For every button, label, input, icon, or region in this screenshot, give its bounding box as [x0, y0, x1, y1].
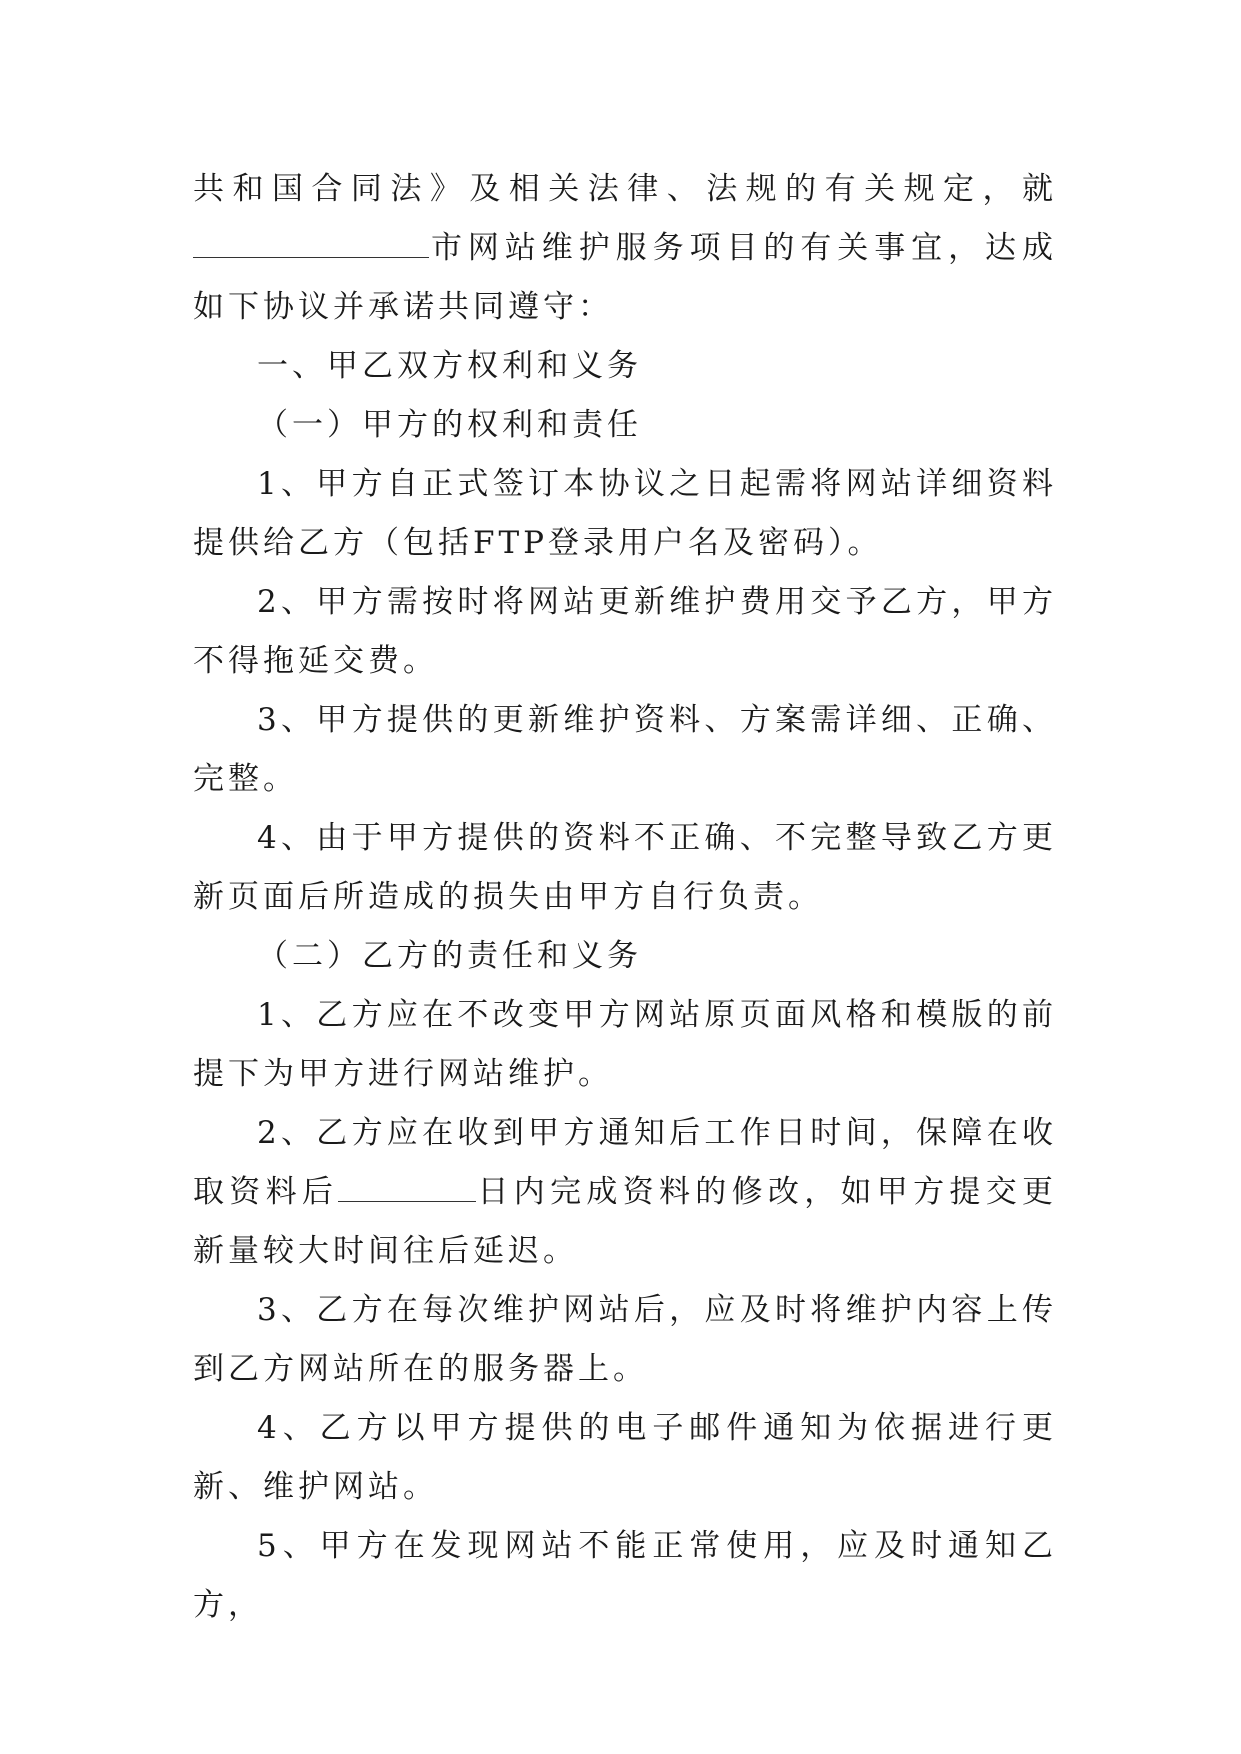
clause-a4: 4、由于甲方提供的资料不正确、不完整导致乙方更新页面后所造成的损失由甲方自行负责。: [193, 820, 1057, 915]
clause-b4: 4、乙方以甲方提供的电子邮件通知为依据进行更新、维护网站。: [193, 1410, 1057, 1505]
fill-in-blank-city: [193, 256, 429, 258]
section-heading-rights: 一、甲乙双方权利和义务: [257, 348, 642, 384]
clause-b1: 1、乙方应在不改变甲方网站原页面风格和模版的前提下为甲方进行网站维护。: [193, 997, 1057, 1092]
intro-text-after: 市网站维护服务项目的有关事宜，达成如下协议并承诺共同遵守：: [193, 230, 1057, 325]
clause-b5: 5、甲方在发现网站不能正常使用，应及时通知乙方，: [193, 1528, 1057, 1623]
paragraph-intro: [193, 160, 1057, 337]
clause-b3: 3、乙方在每次维护网站后，应及时将维护内容上传到乙方网站所在的服务器上。: [193, 1292, 1057, 1387]
clause-a3: 3、甲方提供的更新维护资料、方案需详细、正确、完整。: [193, 702, 1057, 797]
document-body: [193, 160, 1057, 1635]
fill-in-blank-days: [338, 1200, 476, 1202]
clause-b2: [193, 1104, 1057, 1281]
subsection-heading-party-b: （二）乙方的责任和义务: [257, 938, 642, 974]
clause-b2-text-before: 2、乙方应在收到甲方通知后工作日时间，保障在收取资料后: [193, 1115, 1057, 1210]
intro-text-before: 共和国合同法》及相关法律、法规的有关规定，就: [193, 171, 1057, 207]
clause-a2: 2、甲方需按时将网站更新维护费用交予乙方，甲方不得拖延交费。: [193, 584, 1057, 679]
subsection-heading-party-a: （一）甲方的权利和责任: [257, 407, 642, 443]
clause-a1: 1、甲方自正式签订本协议之日起需将网站详细资料提供给乙方（包括FTP登录用户名及密码）。: [193, 466, 1057, 561]
clause-b2-text-after: 日内完成资料的修改，如甲方提交更新量较大时间往后延迟。: [193, 1174, 1058, 1269]
